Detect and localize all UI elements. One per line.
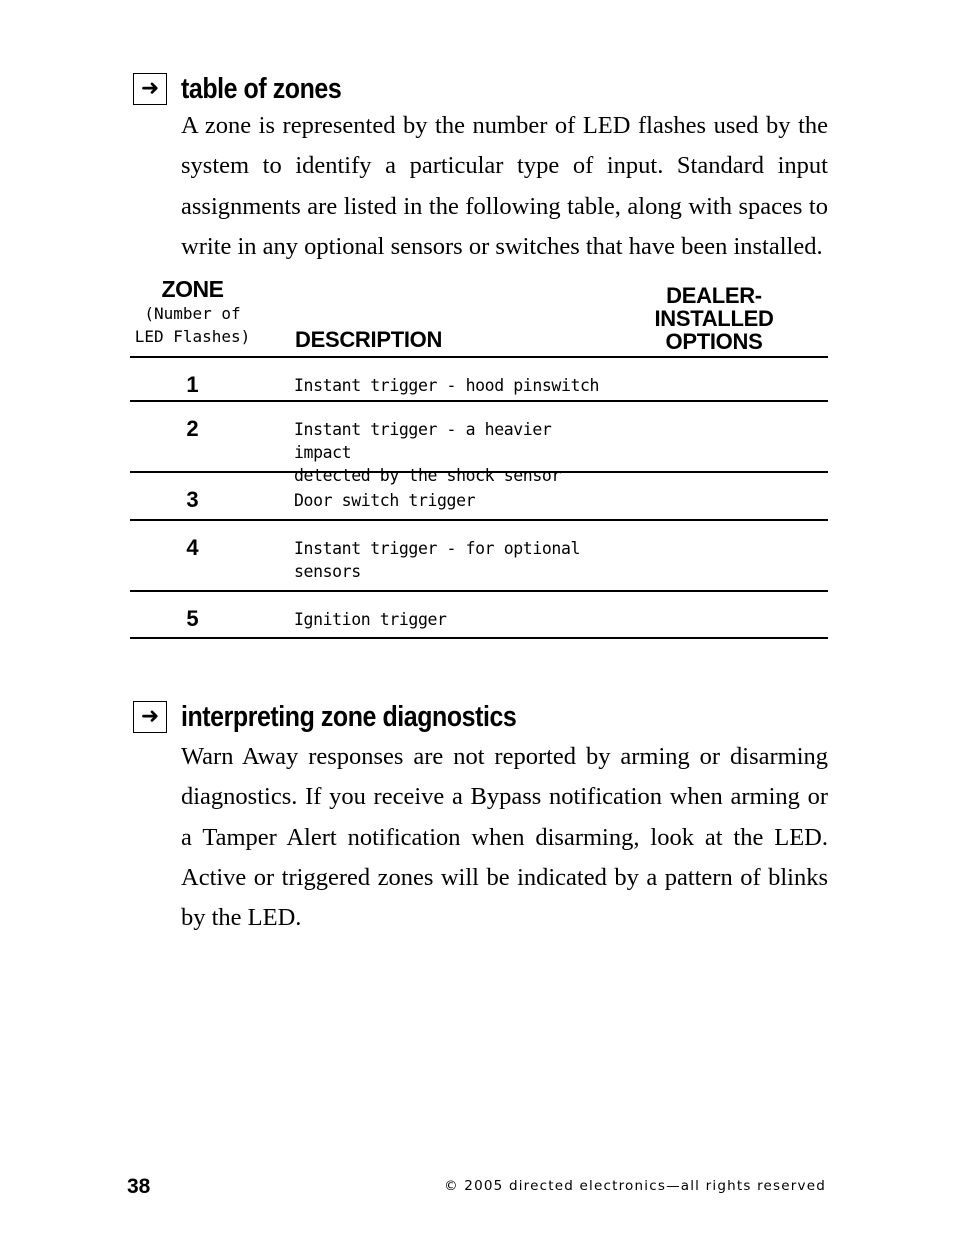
paragraph-table-of-zones: A zone is represented by the number of LED flashes used by the system to identify a particular type of input. Standard input assignments are listed in the following table, along with spaces to write in any optional sensors or switches that have been installed. (181, 112, 828, 260)
header-zone-title: ZONE (161, 276, 224, 302)
heading-interpreting: interpreting zone diagnostics (181, 700, 517, 733)
arrow-right-icon: ➜ (133, 701, 167, 733)
zone-number: 3 (186, 487, 199, 512)
zone-description (294, 608, 614, 631)
table-row (130, 402, 828, 485)
table-row (130, 521, 828, 592)
copyright-notice: © 2005 directed electronics—all rights reserved (444, 1178, 826, 1194)
zone-number: 5 (186, 606, 199, 631)
header-description: DESCRIPTION (295, 327, 443, 352)
section-heading-table-of-zones (133, 71, 367, 107)
header-options-line-2: OPTIONS (665, 329, 763, 354)
header-zone (130, 276, 255, 348)
section-heading-interpreting (133, 699, 571, 735)
zone-description (294, 374, 614, 397)
zone-number: 1 (186, 372, 199, 397)
zone-description-line-1: Instant trigger - a heavier impact (294, 420, 552, 462)
zone-description-line-2: sensors (294, 562, 361, 581)
zone-description (294, 489, 614, 512)
zone-description-line-2: detected by the shock sensor (294, 466, 561, 485)
zone-description-line-1: Instant trigger - hood pinswitch (294, 376, 600, 395)
table-row (130, 358, 828, 402)
table-row (130, 473, 828, 521)
arrow-right-icon: ➜ (133, 73, 167, 105)
header-options-line-1: DEALER-INSTALLED (654, 283, 774, 331)
header-zone-sub-2: LED Flashes) (134, 327, 251, 346)
header-options (608, 284, 820, 353)
zone-table (130, 274, 828, 639)
zone-description-line-1: Door switch trigger (294, 491, 476, 510)
zone-number: 2 (186, 416, 199, 441)
zone-table-header (130, 274, 828, 358)
heading-table-of-zones: table of zones (181, 72, 342, 105)
zone-description (294, 537, 614, 583)
zone-number: 4 (186, 535, 199, 560)
zone-description-line-1: Instant trigger - for optional (294, 539, 581, 558)
paragraph-interpreting: Warn Away responses are not reported by arming or disarming diagnostics. If you receive a Bypass notification when arming or a Tamper Alert notification when disarming, look at the LED. Active or triggered zones will be indicated by a pattern of blinks by the LED. (181, 743, 828, 932)
table-row (130, 592, 828, 639)
header-zone-sub-1: (Number of (144, 304, 241, 323)
page-number: 38 (127, 1175, 151, 1198)
zone-description-line-1: Ignition trigger (294, 610, 447, 629)
